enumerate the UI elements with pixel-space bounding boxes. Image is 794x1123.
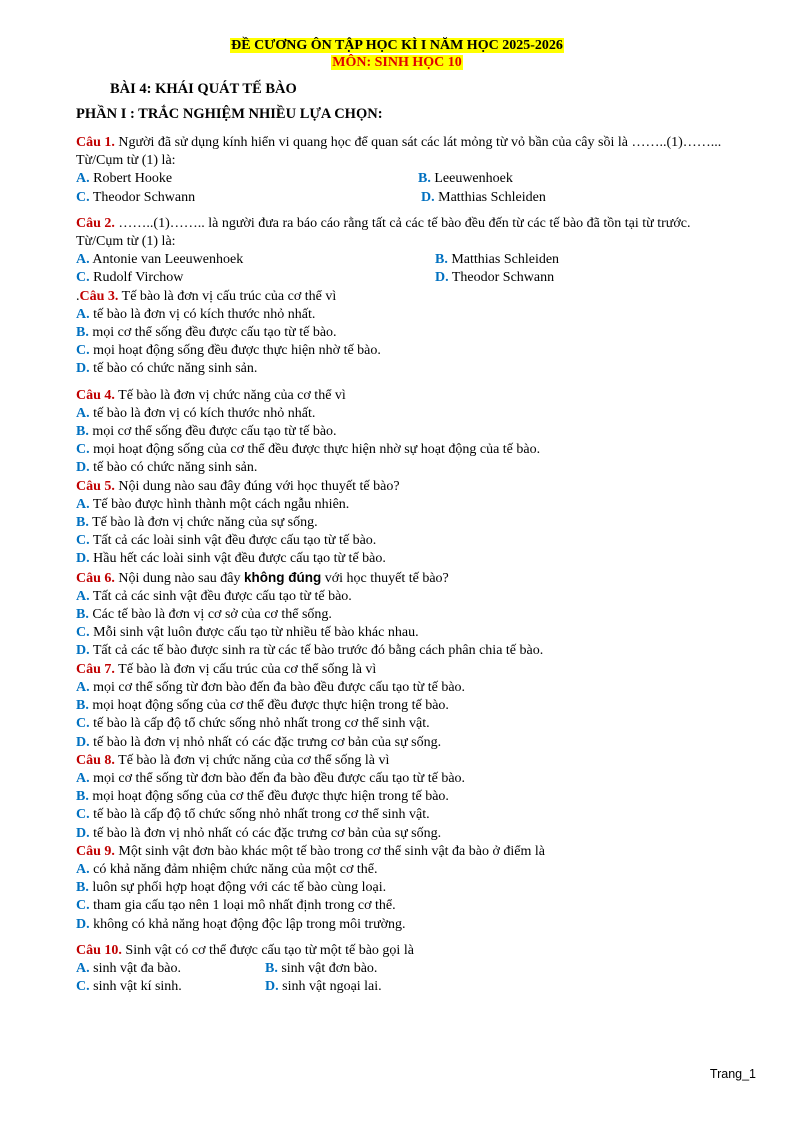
question-5	[76, 478, 746, 569]
option-c: C. tế bào là cấp độ tổ chức sống nhỏ nhất trong cơ thể sinh vật.	[76, 716, 430, 732]
option-b: B. Các tế bào là đơn vị cơ sở của cơ thể sống.	[76, 607, 332, 623]
question-2	[76, 215, 746, 288]
option-b: B. Leeuwenhoek	[418, 171, 513, 187]
question-text: Nội dung nào sau đây đúng với học thuyết tế bào?	[114, 478, 400, 494]
option-a: A. Tất cả các sinh vật đều được cấu tạo từ tế bào.	[76, 588, 352, 604]
question-text: Tế bào là đơn vị cấu trúc của cơ thể sống là vì	[114, 661, 377, 677]
question-8	[76, 752, 746, 843]
option-a: A. Antonie van Leeuwenhoek	[76, 252, 244, 268]
option-b: B. mọi hoạt động sống của cơ thể đều được thực hiện trong tế bào.	[76, 698, 449, 714]
option-c: C. tế bào là cấp độ tổ chức sống nhỏ nhất trong cơ thể sinh vật.	[76, 807, 430, 823]
question-label: Câu 1.	[76, 135, 115, 150]
option-d: D. tế bào có chức năng sinh sản.	[76, 361, 258, 377]
option-d: D. Hầu hết các loài sinh vật đều được cấu tạo từ tế bào.	[76, 551, 386, 567]
option-d: D. tế bào là đơn vị nhỏ nhất có các đặc trưng cơ bản của sự sống.	[76, 825, 442, 841]
question-text: ……..(1)…….. là người đưa ra báo cáo rằng tất cả các tế bào đều đến từ các tế bào đã tồn tại từ trước.	[114, 215, 691, 231]
header	[0, 37, 794, 71]
question-label: Câu 8.	[76, 752, 115, 768]
option-d: D. Matthias Schleiden	[421, 189, 546, 205]
option-b: B. mọi hoạt động sống của cơ thể đều được thực hiện trong tế bào.	[76, 789, 449, 805]
question-label: Câu 10.	[76, 942, 122, 958]
part-heading: PHẦN I : TRẮC NGHIỆM NHIỀU LỰA CHỌN:	[76, 106, 383, 122]
question-label: Câu 9.	[76, 843, 115, 859]
option-a: A. sinh vật đa bào.	[76, 960, 181, 976]
option-c: C. Tất cả các loài sinh vật đều được cấu tạo từ tế bào.	[76, 533, 377, 549]
option-c: C. mọi hoạt động sống đều được thực hiện nhờ tế bào.	[76, 343, 381, 359]
option-b: B. mọi cơ thể sống đều được cấu tạo từ tế bào.	[76, 424, 337, 440]
question-1	[76, 134, 746, 207]
option-b: B. sinh vật đơn bào.	[265, 960, 378, 976]
question-3: .Câu 3. Tế bào là đơn vị cấu trúc của cơ thể vì A. tế bào là đơn vị có kích thước nhỏ nhất. B. mọi cơ thể sống đều được cấu tạo từ tế bào. C. mọi hoạt động sống đều được thực hiện nhờ tế bào. D. tế bào có chức năng sinh sản.	[76, 288, 746, 379]
option-a: A. Tế bào được hình thành một cách ngẫu nhiên.	[76, 496, 350, 512]
option-a: A. mọi cơ thể sống từ đơn bào đến đa bào đều được cấu tạo từ tế bào.	[76, 679, 466, 695]
question-sub: Từ/Cụm từ (1) là:	[76, 153, 176, 169]
question-9	[76, 843, 746, 934]
document-title: ĐỀ CƯƠNG ÔN TẬP HỌC KÌ I NĂM HỌC 2025-2026	[231, 38, 563, 53]
question-4	[76, 387, 746, 478]
emphasis-text: không đúng	[244, 569, 322, 585]
question-label: Câu 6.	[76, 570, 115, 586]
option-c: C. Rudolf Virchow	[76, 270, 184, 286]
option-a: A. Robert Hooke	[76, 171, 173, 187]
option-d: D. không có khả năng hoạt động độc lập trong môi trường.	[76, 916, 406, 932]
option-b: B. Tế bào là đơn vị chức năng của sự sống.	[76, 515, 318, 531]
option-d: D. tế bào có chức năng sinh sản.	[76, 460, 258, 476]
question-label: Câu 7.	[76, 661, 115, 677]
question-label: Câu 5.	[76, 478, 115, 494]
question-sub: Từ/Cụm từ (1) là:	[76, 234, 176, 250]
question-label: Câu 3.	[79, 288, 119, 304]
option-d: D. Tất cả các tế bào được sinh ra từ các tế bào trước đó bằng cách phân chia tế bào.	[76, 643, 544, 659]
option-a: A. có khả năng đảm nhiệm chức năng của một cơ thể.	[76, 861, 378, 877]
option-d: D. tế bào là đơn vị nhỏ nhất có các đặc trưng cơ bản của sự sống.	[76, 734, 442, 750]
question-label: Câu 4.	[76, 387, 115, 403]
question-text: Tế bào là đơn vị cấu trúc của cơ thể vì	[118, 288, 337, 304]
subject-title: MÔN: SINH HỌC 10	[332, 55, 462, 70]
question-text: Tế bào là đơn vị chức năng của cơ thể vì	[114, 387, 346, 403]
question-6: Câu 6. Nội dung nào sau đây không đúng với học thuyết tế bào? A. Tất cả các sinh vật đều được cấu tạo từ tế bào. B. Các tế bào là đơn vị cơ sở của cơ thể sống. C. Mỗi sinh vật luôn được cấu tạo từ nhiều tế bào khác nhau. D. Tất cả các tế bào được sinh ra từ các tế bào trước đó bằng cách phân chia tế bào.	[76, 569, 746, 661]
option-b: B. mọi cơ thể sống đều được cấu tạo từ tế bào.	[76, 325, 337, 341]
option-a: A. tế bào là đơn vị có kích thước nhỏ nhất.	[76, 306, 316, 322]
option-a: A. tế bào là đơn vị có kích thước nhỏ nhất.	[76, 405, 316, 421]
option-c: C. Mỗi sinh vật luôn được cấu tạo từ nhiều tế bào khác nhau.	[76, 625, 419, 641]
option-b: B. luôn sự phối hợp hoạt động với các tế bào cùng loại.	[76, 880, 387, 896]
option-a: A. mọi cơ thể sống từ đơn bào đến đa bào đều được cấu tạo từ tế bào.	[76, 770, 466, 786]
lesson-title: BÀI 4: KHÁI QUÁT TẾ BÀO	[110, 81, 297, 97]
question-text: Người đã sử dụng kính hiển vi quang học để quan sát các lát mỏng từ vỏ bần của cây sồi là ……..(1)……...	[114, 135, 722, 150]
question-list	[76, 134, 746, 996]
option-c: C. tham gia cấu tạo nên 1 loại mô nhất định trong cơ thể.	[76, 898, 396, 914]
option-d: D. sinh vật ngoại lai.	[265, 979, 382, 995]
option-c: C. mọi hoạt động sống của cơ thể đều được thực hiện nhờ sự hoạt động của tế bào.	[76, 442, 541, 458]
question-text: Tế bào là đơn vị chức năng của cơ thể sống là vì	[114, 752, 390, 768]
option-c: C. Theodor Schwann	[76, 189, 196, 205]
page-number: Trang_1	[709, 1067, 756, 1081]
question-7	[76, 661, 746, 752]
option-c: C. sinh vật kí sinh.	[76, 979, 182, 995]
option-b: B. Matthias Schleiden	[435, 252, 560, 268]
question-10	[76, 942, 746, 997]
question-text: Sinh vật có cơ thể được cấu tạo từ một tế bào gọi là	[121, 942, 414, 958]
option-d: D. Theodor Schwann	[435, 270, 555, 286]
question-text: Một sinh vật đơn bào khác một tế bào trong cơ thể sinh vật đa bào ở điểm là	[114, 843, 545, 859]
question-label: Câu 2.	[76, 215, 115, 231]
